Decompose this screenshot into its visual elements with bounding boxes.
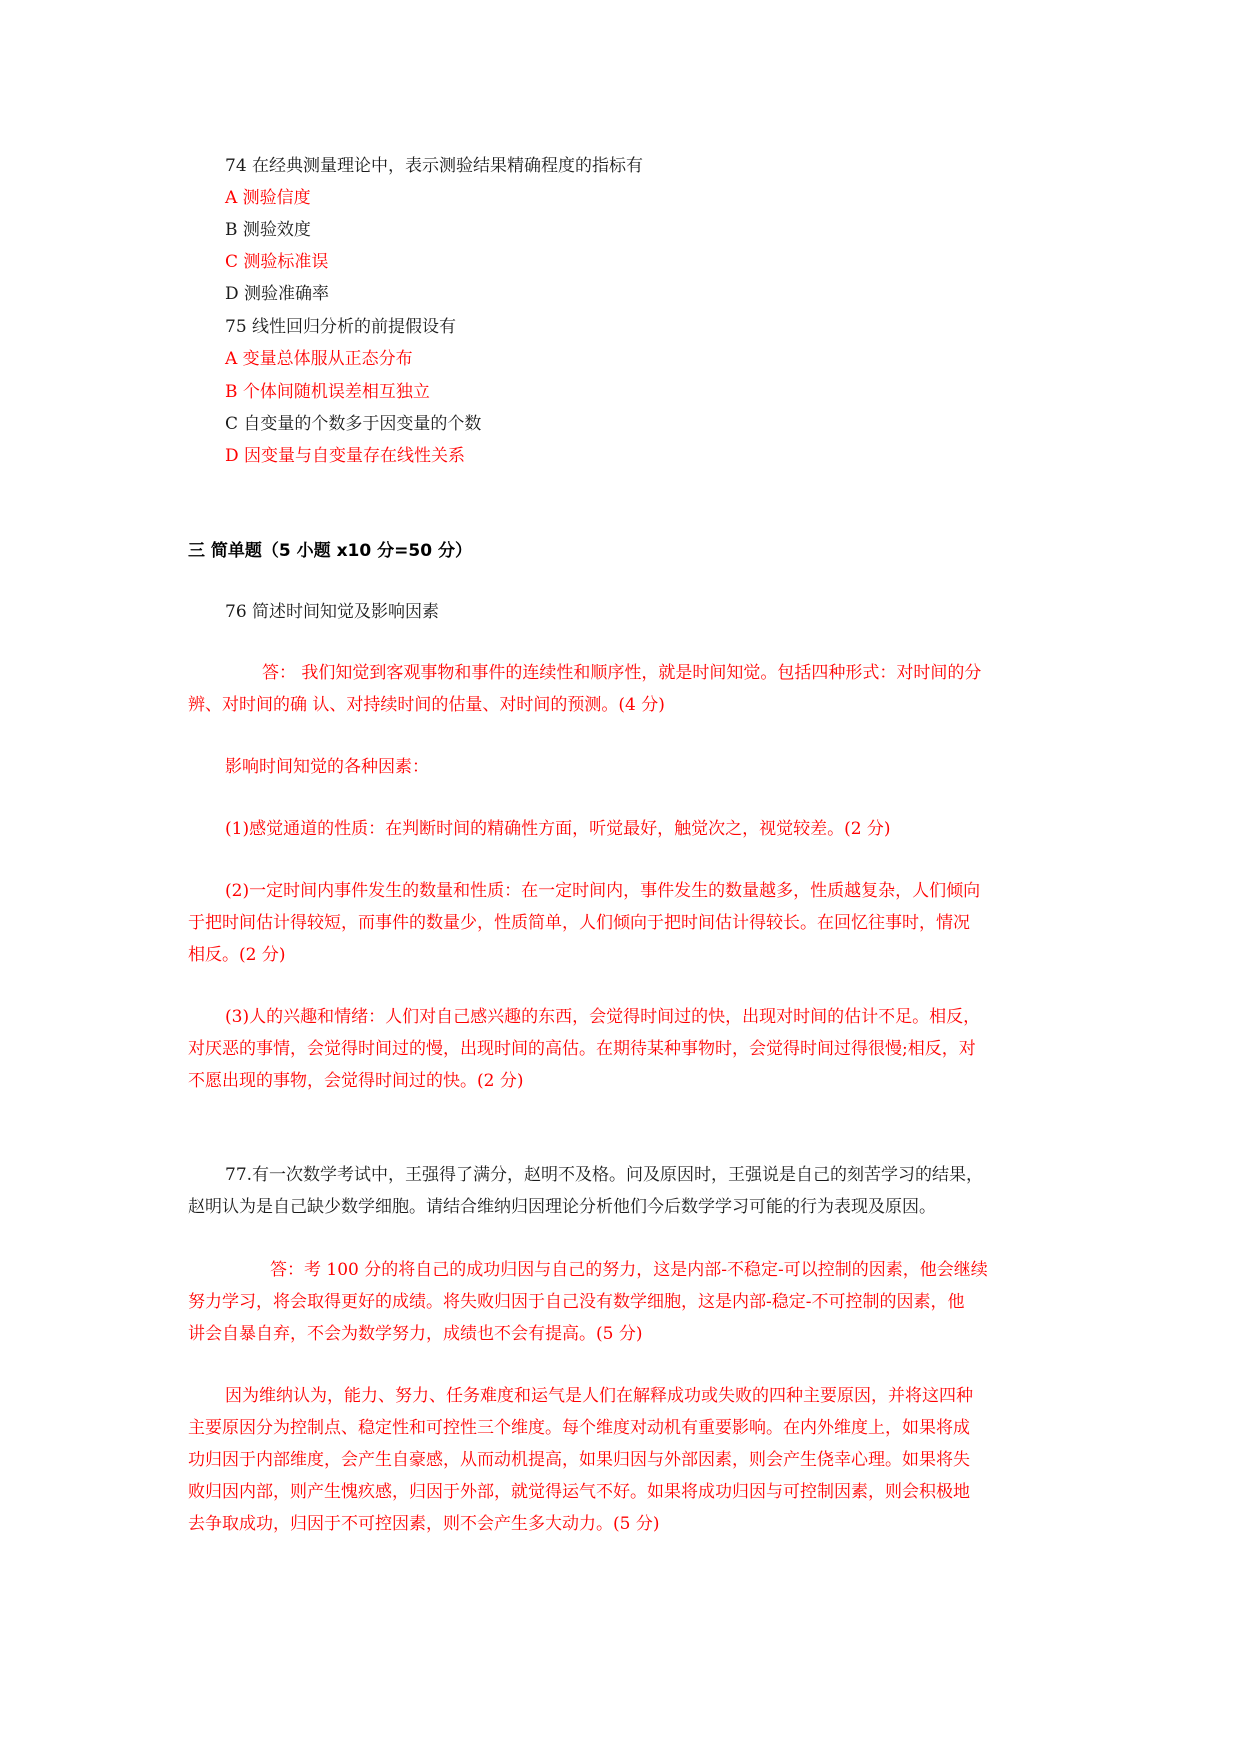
q76-factor-1: (1)感觉通道的性质：在判断时间的精确性方面，听觉最好，触觉次之，视觉较差。(2 分) — [225, 819, 891, 839]
q75-option-a: A 变量总体服从正态分布 — [225, 349, 413, 369]
q77-answer-1-line-3: 讲会自暴自弃，不会为数学努力，成绩也不会有提高。(5 分) — [188, 1324, 643, 1344]
question-74-stem: 74 在经典测量理论中，表示测验结果精确程度的指标有 — [225, 156, 644, 176]
section-heading: 三 简单题（5 小题 x10 分=50 分） — [188, 541, 472, 561]
question-75-stem: 75 线性回归分析的前提假设有 — [225, 317, 457, 337]
question-76-stem: 76 简述时间知觉及影响因素 — [225, 602, 440, 622]
q76-factor-2-line-2: 于把时间估计得较短，而事件的数量少，性质简单，人们倾向于把时间估计得较长。在回忆往事时，情况 — [188, 913, 970, 933]
q77-answer-2-line-2: 主要原因分为控制点、稳定性和可控性三个维度。每个维度对动机有重要影响。在内外维度上，如果将成 — [188, 1418, 970, 1438]
q77-answer-2-line-5: 去争取成功，归因于不可控因素，则不会产生多大动力。(5 分) — [188, 1514, 660, 1534]
q76-factor-2-line-3: 相反。(2 分) — [188, 945, 286, 965]
q76-answer-line-1: 答： 我们知觉到客观事物和事件的连续性和顺序性，就是时间知觉。包括四种形式：对时间的分 — [262, 663, 982, 683]
q76-factor-3-line-3: 不愿出现的事物，会觉得时间过的快。(2 分) — [188, 1071, 524, 1091]
q74-option-a: A 测验信度 — [225, 188, 311, 208]
q76-factor-3-line-1: (3)人的兴趣和情绪：人们对自己感兴趣的东西，会觉得时间过的快，出现对时间的估计不足。相反， — [225, 1007, 981, 1027]
q76-factor-3-line-2: 对厌恶的事情，会觉得时间过的慢，出现时间的高估。在期待某种事物时，会觉得时间过得很慢;相反，对 — [188, 1039, 976, 1059]
question-77-stem-line-2: 赵明认为是自己缺少数学细胞。请结合维纳归因理论分析他们今后数学学习可能的行为表现及原因。 — [188, 1197, 936, 1217]
q74-option-b: B 测验效度 — [225, 220, 311, 240]
q77-answer-2-line-4: 败归因内部，则产生愧疚感，归因于外部，就觉得运气不好。如果将成功归因与可控制因素，则会积极地 — [188, 1482, 970, 1502]
q77-answer-1-line-1: 答：考 100 分的将自己的成功归因与自己的努力，这是内部-不稳定-可以控制的因素，他会继续 — [270, 1260, 988, 1280]
q77-answer-1-line-2: 努力学习，将会取得更好的成绩。将失败归因于自己没有数学细胞，这是内部-稳定-不可控制的因素，他 — [188, 1292, 965, 1312]
q77-answer-2-line-1: 因为维纳认为，能力、努力、任务难度和运气是人们在解释成功或失败的四种主要原因，并将这四种 — [225, 1386, 973, 1406]
q76-factors-title: 影响时间知觉的各种因素： — [225, 757, 429, 777]
q74-option-d: D 测验准确率 — [225, 284, 330, 304]
q77-answer-2-line-3: 功归因于内部维度，会产生自豪感，从而动机提高，如果归因与外部因素，则会产生侥幸心理。如果将失 — [188, 1450, 970, 1470]
q76-factor-2-line-1: (2)一定时间内事件发生的数量和性质：在一定时间内，事件发生的数量越多，性质越复杂，人们倾向 — [225, 881, 981, 901]
q75-option-c: C 自变量的个数多于因变量的个数 — [225, 414, 482, 434]
q74-option-c: C 测验标准误 — [225, 252, 329, 272]
question-77-stem-line-1: 77.有一次数学考试中，王强得了满分，赵明不及格。问及原因时，王强说是自己的刻苦学习的结果， — [225, 1165, 984, 1185]
q75-option-b: B 个体间随机误差相互独立 — [225, 382, 430, 402]
q76-answer-line-2: 辨、对时间的确 认、对持续时间的估量、对时间的预测。(4 分) — [188, 695, 665, 715]
q75-option-d: D 因变量与自变量存在线性关系 — [225, 446, 466, 466]
